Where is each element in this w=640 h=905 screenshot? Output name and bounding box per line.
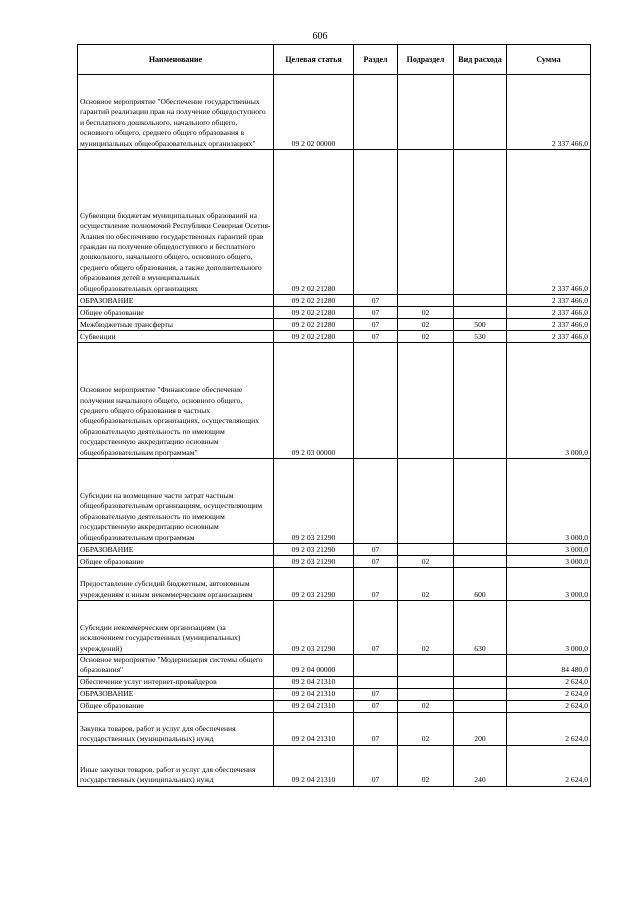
cell-section (354, 343, 398, 459)
cell-section: 07 (354, 544, 398, 556)
cell-section: 07 (354, 712, 398, 745)
cell-expense-type: 200 (454, 712, 507, 745)
cell-amount: 2 624,0 (507, 688, 591, 700)
cell-amount: 2 337 466,0 (507, 75, 591, 150)
cell-subsection: 02 (398, 307, 454, 319)
cell-amount: 2 337 466,0 (507, 331, 591, 343)
cell-target: 09 2 04 21310 (274, 700, 354, 712)
cell-expense-type (454, 688, 507, 700)
cell-subsection: 02 (398, 568, 454, 601)
header-section: Раздел (354, 45, 398, 75)
cell-target: 09 2 03 21290 (274, 601, 354, 655)
cell-section: 07 (354, 568, 398, 601)
cell-target: 09 2 04 21310 (274, 712, 354, 745)
cell-amount: 2 337 466,0 (507, 307, 591, 319)
cell-section (354, 75, 398, 150)
cell-expense-type (454, 150, 507, 295)
cell-subsection (398, 655, 454, 677)
cell-name: ОБРАЗОВАНИЕ (78, 544, 274, 556)
cell-name: Иные закупки товаров, работ и услуг для обеспечения государственных (муниципальных) нужд (78, 745, 274, 786)
table-row (78, 307, 591, 319)
cell-amount: 3 000,0 (507, 556, 591, 568)
cell-name: Субвенции (78, 331, 274, 343)
cell-name: Субвенции бюджетам муниципальных образований на осуществление полномочий Республики Северная Осетия-Алания по обеспечению государственных гарантий прав граждан на получение общедоступного и бесплатного дошкольного, начального общего, основного общего, среднего общего образования, а также дополнительного образования детей в муниципальных общеобразовательных организациях (78, 150, 274, 295)
page-number: 606 (312, 31, 328, 42)
cell-amount: 2 624,0 (507, 712, 591, 745)
cell-section (354, 655, 398, 677)
cell-amount: 3 000,0 (507, 343, 591, 459)
cell-target: 09 2 02 00000 (274, 75, 354, 150)
table-header-row (78, 45, 591, 75)
cell-amount: 84 480,0 (507, 655, 591, 677)
cell-section: 07 (354, 556, 398, 568)
cell-expense-type: 600 (454, 568, 507, 601)
cell-amount: 3 000,0 (507, 601, 591, 655)
header-subsection: Подраздел (398, 45, 454, 75)
cell-name: Межбюджетные трансферты (78, 319, 274, 331)
cell-expense-type (454, 544, 507, 556)
cell-subsection: 02 (398, 319, 454, 331)
cell-subsection (398, 688, 454, 700)
header-expense-type: Вид расхода (454, 45, 507, 75)
cell-expense-type (454, 343, 507, 459)
cell-name: Обеспечение услуг интернет-провайдеров (78, 676, 274, 688)
cell-name: Основное мероприятие "Модернизация системы общего образования" (78, 655, 274, 677)
cell-section: 07 (354, 700, 398, 712)
cell-target: 09 2 02 21280 (274, 295, 354, 307)
cell-name: Закупка товаров, работ и услуг для обеспечения государственных (муниципальных) нужд (78, 712, 274, 745)
cell-target: 09 2 03 21290 (274, 568, 354, 601)
table-row (78, 295, 591, 307)
cell-target: 09 2 03 21290 (274, 556, 354, 568)
table-body (78, 75, 591, 787)
cell-expense-type (454, 556, 507, 568)
cell-section: 07 (354, 331, 398, 343)
table-row (78, 544, 591, 556)
cell-amount: 3 000,0 (507, 544, 591, 556)
table-row (78, 459, 591, 544)
cell-amount: 2 337 466,0 (507, 295, 591, 307)
cell-section: 07 (354, 601, 398, 655)
cell-name: Общее образование (78, 700, 274, 712)
table-row (78, 601, 591, 655)
cell-name: Субсидии на возмещение части затрат частным общеобразовательным организациям, осуществляющим образовательную деятельность по имеющим государственную аккредитацию основным общеобразовательным программам (78, 459, 274, 544)
table-row (78, 712, 591, 745)
table-row (78, 150, 591, 295)
cell-target: 09 2 04 21310 (274, 688, 354, 700)
cell-name: Общее образование (78, 307, 274, 319)
cell-expense-type (454, 75, 507, 150)
cell-expense-type: 530 (454, 331, 507, 343)
cell-target: 09 2 02 21280 (274, 307, 354, 319)
header-amount: Сумма (507, 45, 591, 75)
cell-subsection: 02 (398, 556, 454, 568)
cell-subsection (398, 75, 454, 150)
cell-subsection (398, 676, 454, 688)
cell-name: Субсидии некоммерческим организациям (за исключением государственных (муниципальных) учреждений) (78, 601, 274, 655)
cell-expense-type (454, 676, 507, 688)
table-row (78, 745, 591, 786)
cell-name: Основное мероприятие "Обеспечение государственных гарантий реализации прав на получение общедоступного и бесплатного дошкольного, начального общего, основного общего, среднего общего образования в муниципальных общеобразовательных организациях" (78, 75, 274, 150)
cell-subsection (398, 459, 454, 544)
cell-subsection: 02 (398, 601, 454, 655)
cell-target: 09 2 04 21310 (274, 676, 354, 688)
cell-subsection (398, 295, 454, 307)
cell-name: Общее образование (78, 556, 274, 568)
cell-expense-type (454, 307, 507, 319)
table-row (78, 655, 591, 677)
table-row (78, 343, 591, 459)
cell-subsection (398, 150, 454, 295)
cell-subsection (398, 544, 454, 556)
cell-subsection: 02 (398, 700, 454, 712)
header-name: Наименование (78, 45, 274, 75)
cell-section: 07 (354, 319, 398, 331)
table-row (78, 75, 591, 150)
cell-target: 09 2 04 00000 (274, 655, 354, 677)
cell-target: 09 2 02 21280 (274, 319, 354, 331)
cell-subsection: 02 (398, 331, 454, 343)
cell-amount: 3 000,0 (507, 459, 591, 544)
table-row (78, 700, 591, 712)
cell-subsection (398, 343, 454, 459)
table-row (78, 556, 591, 568)
cell-target: 09 2 03 21290 (274, 459, 354, 544)
cell-target: 09 2 03 21290 (274, 544, 354, 556)
cell-name: Основное мероприятие "Финансовое обеспечение получения начального общего, основного общего, среднего общего образования в частных общеобразовательных организациях, осуществляющих образовательную деятельность по имеющим государственную аккредитацию основным общеобразовательным программам" (78, 343, 274, 459)
budget-table (77, 44, 591, 787)
cell-name: ОБРАЗОВАНИЕ (78, 295, 274, 307)
table-row (78, 676, 591, 688)
cell-expense-type: 630 (454, 601, 507, 655)
cell-name: Предоставление субсидий бюджетным, автономным учреждениям и иным некоммерческим организациям (78, 568, 274, 601)
cell-amount: 2 624,0 (507, 676, 591, 688)
cell-amount: 3 000,0 (507, 568, 591, 601)
cell-amount: 2 624,0 (507, 745, 591, 786)
cell-amount: 2 337 466,0 (507, 319, 591, 331)
table-row (78, 331, 591, 343)
cell-target: 09 2 02 21280 (274, 331, 354, 343)
cell-section: 07 (354, 688, 398, 700)
cell-amount: 2 337 466,0 (507, 150, 591, 295)
table-row (78, 688, 591, 700)
header-target: Целевая статья (274, 45, 354, 75)
cell-name: ОБРАЗОВАНИЕ (78, 688, 274, 700)
cell-expense-type (454, 295, 507, 307)
cell-subsection: 02 (398, 712, 454, 745)
cell-section (354, 150, 398, 295)
table-row (78, 568, 591, 601)
cell-target: 09 2 04 21310 (274, 745, 354, 786)
cell-expense-type: 240 (454, 745, 507, 786)
table-row (78, 319, 591, 331)
cell-expense-type (454, 459, 507, 544)
cell-section: 07 (354, 295, 398, 307)
cell-subsection: 02 (398, 745, 454, 786)
cell-expense-type: 500 (454, 319, 507, 331)
cell-section: 07 (354, 745, 398, 786)
cell-section (354, 459, 398, 544)
cell-expense-type (454, 655, 507, 677)
cell-target: 09 2 03 00000 (274, 343, 354, 459)
cell-expense-type (454, 700, 507, 712)
cell-target: 09 2 02 21280 (274, 150, 354, 295)
cell-section: 07 (354, 307, 398, 319)
cell-section (354, 676, 398, 688)
cell-amount: 2 624,0 (507, 700, 591, 712)
